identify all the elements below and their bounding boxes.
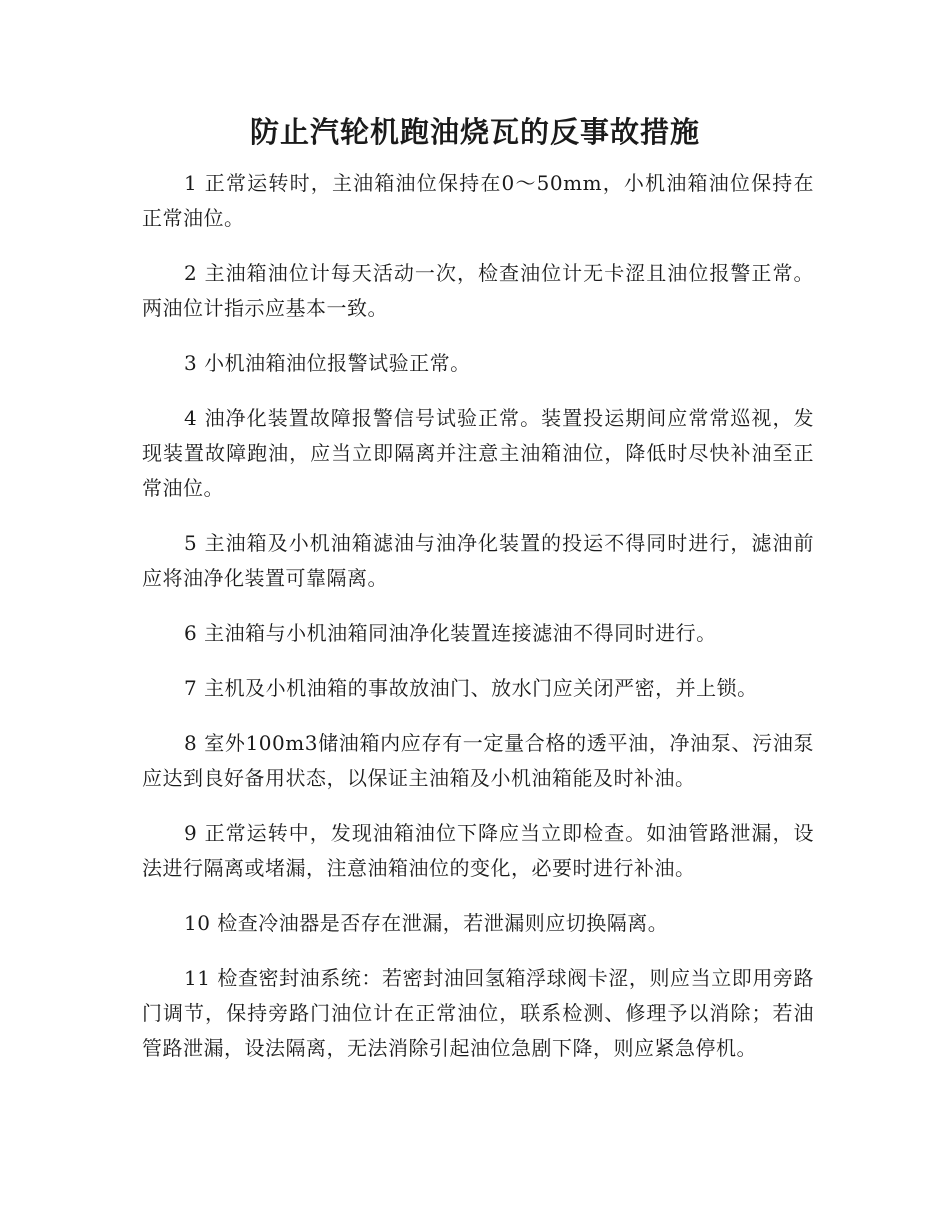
paragraph-8: 8 室外100m3储油箱内应存有一定量合格的透平油，净油泵、污油泵应达到良好备用状态，以保证主油箱及小机油箱能及时补油。 <box>142 731 814 790</box>
paragraph-3: 3 小机油箱油位报警试验正常。 <box>184 351 471 375</box>
paragraph-10: 10 检查冷油器是否存在泄漏，若泄漏则应切换隔离。 <box>184 911 669 935</box>
paragraph-1: 1 正常运转时，主油箱油位保持在0～50mm，小机油箱油位保持在正常油位。 <box>142 171 814 230</box>
paragraph-4: 4 油净化装置故障报警信号试验正常。装置投运期间应常常巡视，发现装置故障跑油，应当立即隔离并注意主油箱油位，降低时尽快补油至正常油位。 <box>142 406 814 500</box>
paragraph-7: 7 主机及小机油箱的事故放油门、放水门应关闭严密，并上锁。 <box>184 676 758 700</box>
paragraph-6: 6 主油箱与小机油箱同油净化装置连接滤油不得同时进行。 <box>184 621 717 645</box>
paragraph-2: 2 主油箱油位计每天活动一次，检查油位计无卡涩且油位报警正常。两油位计指示应基本一致。 <box>142 261 814 320</box>
paragraph-9: 9 正常运转中，发现油箱油位下降应当立即检查。如油管路泄漏，设法进行隔离或堵漏，注意油箱油位的变化，必要时进行补油。 <box>142 821 814 880</box>
paragraph-5: 5 主油箱及小机油箱滤油与油净化装置的投运不得同时进行，滤油前应将油净化装置可靠隔离。 <box>142 531 814 590</box>
paragraph-11: 11 检查密封油系统：若密封油回氢箱浮球阀卡涩，则应当立即用旁路门调节，保持旁路门油位计在正常油位，联系检测、修理予以消除；若油管路泄漏，设法隔离，无法消除引起油位急剧下降，则应紧急停机。 <box>142 966 814 1060</box>
document-title: 防止汽轮机跑油烧瓦的反事故措施 <box>249 115 700 149</box>
document-body <box>142 166 814 1086</box>
